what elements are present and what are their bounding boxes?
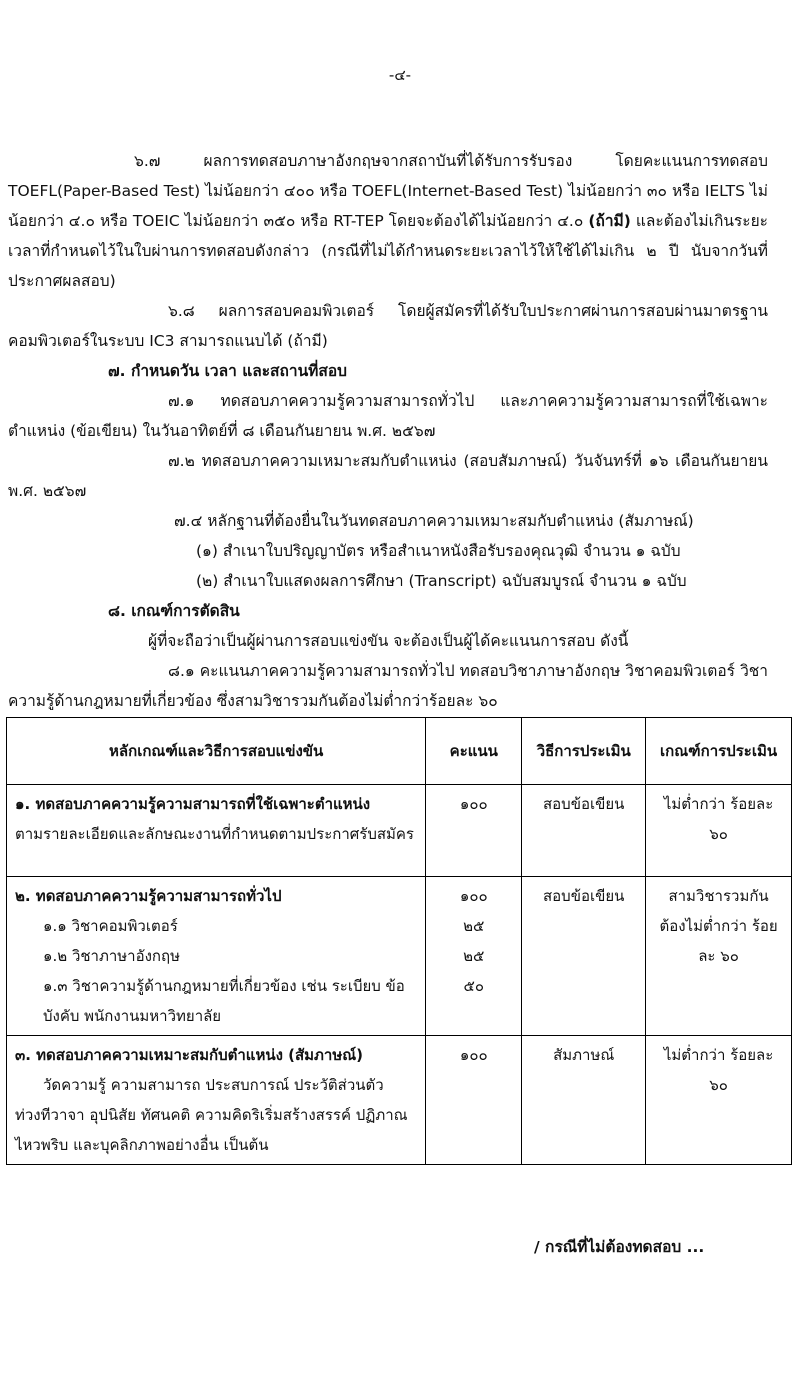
row-2-score-sub-3: ๕๐ (463, 977, 485, 995)
header-criteria-method: หลักเกณฑ์และวิธีการสอบแข่งขัน (7, 718, 426, 785)
row-1-score: ๑๐๐ (426, 785, 522, 877)
section-6-7-text: ๖.๗ ผลการทดสอบภาษาอังกฤษจากสถาบันที่ได้รับการรับรอง โดยคะแนนการทดสอบ TOEFL(Paper-Based Test) ไม่น้อยกว่า ๔๐๐ หรือ TOEFL(Internet-Based Test) ไม่น้อยกว่า ๓๐ หรือ IELTS ไม่น้อยกว่า ๔.๐ หรือ TOEIC ไม่น้อยกว่า ๓๕๐ หรือ RT-TEP โดยจะต้องได้ไม่น้อยกว่า ๔.๐ (8, 152, 768, 230)
table-row (7, 1036, 792, 1165)
row-1-title: ๑. ทดสอบภาคความรู้ความสามารถที่ใช้เฉพาะตำแหน่ง (15, 795, 371, 813)
row-2-method: สอบข้อเขียน (522, 877, 646, 1036)
row-1-criteria: ไม่ต่ำกว่า ร้อยละ ๖๐ (646, 785, 792, 877)
header-evaluation-method: วิธีการประเมิน (522, 718, 646, 785)
document-body (8, 146, 768, 716)
row-2-score-sub-2: ๒๕ (463, 947, 485, 965)
header-score: คะแนน (426, 718, 522, 785)
row-2-sub-1: ๑.๑ วิชาคอมพิวเตอร์ (43, 917, 178, 935)
page-number: -๔- (388, 66, 412, 84)
row-3-method: สัมภาษณ์ (522, 1036, 646, 1165)
row-2-criteria: สามวิชารวมกัน ต้องไม่ต่ำกว่า ร้อยละ ๖๐ (646, 877, 792, 1036)
row-2-score (426, 877, 522, 1036)
section-7-1: ๗.๑ ทดสอบภาคความรู้ความสามารถทั่วไป และภาคความรู้ความสามารถที่ใช้เฉพาะตำแหน่ง (ข้อเขียน) ในวันอาทิตย์ที่ ๘ เดือนกันยายน พ.ศ. ๒๕๖๗ (8, 392, 768, 440)
table-row (7, 877, 792, 1036)
row-3-description (7, 1036, 426, 1165)
row-2-score-total: ๑๐๐ (459, 887, 488, 905)
section-6-7 (8, 146, 768, 296)
row-2-description (7, 877, 426, 1036)
section-7-4: ๗.๔ หลักฐานที่ต้องยื่นในวันทดสอบภาคความเหมาะสมกับตำแหน่ง (สัมภาษณ์) (174, 512, 694, 530)
row-2-score-sub-1: ๒๕ (463, 917, 485, 935)
section-8-intro: ผู้ที่จะถือว่าเป็นผู้ผ่านการสอบแข่งขัน จะต้องเป็นผู้ได้คะแนนการสอบ ดังนี้ (148, 632, 629, 650)
row-1-detail: ตามรายละเอียดและลักษณะงานที่กำหนดตามประกาศรับสมัคร (15, 825, 414, 843)
section-8-title: ๘. เกณฑ์การตัดสิน (108, 602, 240, 620)
section-7-2: ๗.๒ ทดสอบภาคความเหมาะสมกับตำแหน่ง (สอบสัมภาษณ์) วันจันทร์ที่ ๑๖ เดือนกันยายน พ.ศ. ๒๕๖๗ (8, 452, 768, 500)
row-3-criteria: ไม่ต่ำกว่า ร้อยละ ๖๐ (646, 1036, 792, 1165)
section-7-4-item-2: (๒) สำเนาใบแสดงผลการศึกษา (Transcript) ฉบับสมบูรณ์ จำนวน ๑ ฉบับ (196, 572, 687, 590)
section-6-7-bold: (ถ้ามี) (588, 212, 631, 230)
criteria-table (6, 717, 792, 1165)
header-evaluation-criteria: เกณฑ์การประเมิน (646, 718, 792, 785)
continuation-note: / กรณีที่ไม่ต้องทดสอบ ... (534, 1238, 705, 1256)
section-7-title: ๗. กำหนดวัน เวลา และสถานที่สอบ (108, 362, 347, 380)
row-3-score: ๑๐๐ (426, 1036, 522, 1165)
table-row (7, 785, 792, 877)
row-2-title: ๒. ทดสอบภาคความรู้ความสามารถทั่วไป (15, 887, 282, 905)
row-3-title: ๓. ทดสอบภาคความเหมาะสมกับตำแหน่ง (สัมภาษณ์) (15, 1046, 364, 1064)
section-6-7-tail: และต้องไม่เกินระยะเวลาที่กำหนดไว้ในใบผ่านการทดสอบดังกล่าว (กรณีที่ไม่ได้กำหนดระยะเวลาไว้ให้ใช้ได้ไม่เกิน ๒ ปี นับจากวันที่ประกาศผลสอบ) (8, 212, 768, 290)
row-1-description (7, 785, 426, 877)
section-7-4-item-1: (๑) สำเนาใบปริญญาบัตร หรือสำเนาหนังสือรับรองคุณวุฒิ จำนวน ๑ ฉบับ (196, 542, 681, 560)
section-8-1: ๘.๑ คะแนนภาคความรู้ความสามารถทั่วไป ทดสอบวิชาภาษาอังกฤษ วิชาคอมพิวเตอร์ วิชาความรู้ด้านกฎหมายที่เกี่ยวข้อง ซึ่งสามวิชารวมกันต้องไม่ต่ำกว่าร้อยละ ๖๐ (8, 662, 768, 710)
table-header-row (7, 718, 792, 785)
row-2-sub-2: ๑.๒ วิชาภาษาอังกฤษ (43, 947, 180, 965)
row-3-detail: วัดความรู้ ความสามารถ ประสบการณ์ ประวัติส่วนตัว ท่วงทีวาจา อุปนิสัย ทัศนคติ ความคิดริเริ่มสร้างสรรค์ ปฏิภาณไหวพริบ และบุคลิกภาพอย่างอื่น เป็นต้น (15, 1076, 408, 1154)
row-1-method: สอบข้อเขียน (522, 785, 646, 877)
section-6-8: ๖.๘ ผลการสอบคอมพิวเตอร์ โดยผู้สมัครที่ได้รับใบประกาศผ่านการสอบผ่านมาตรฐานคอมพิวเตอร์ในระบบ IC3 สามารถแนบได้ (ถ้ามี) (8, 302, 768, 350)
row-2-sub-3: ๑.๓ วิชาความรู้ด้านกฎหมายที่เกี่ยวข้อง เช่น ระเบียบ ข้อบังคับ พนักงานมหาวิทยาลัย (43, 977, 405, 1025)
